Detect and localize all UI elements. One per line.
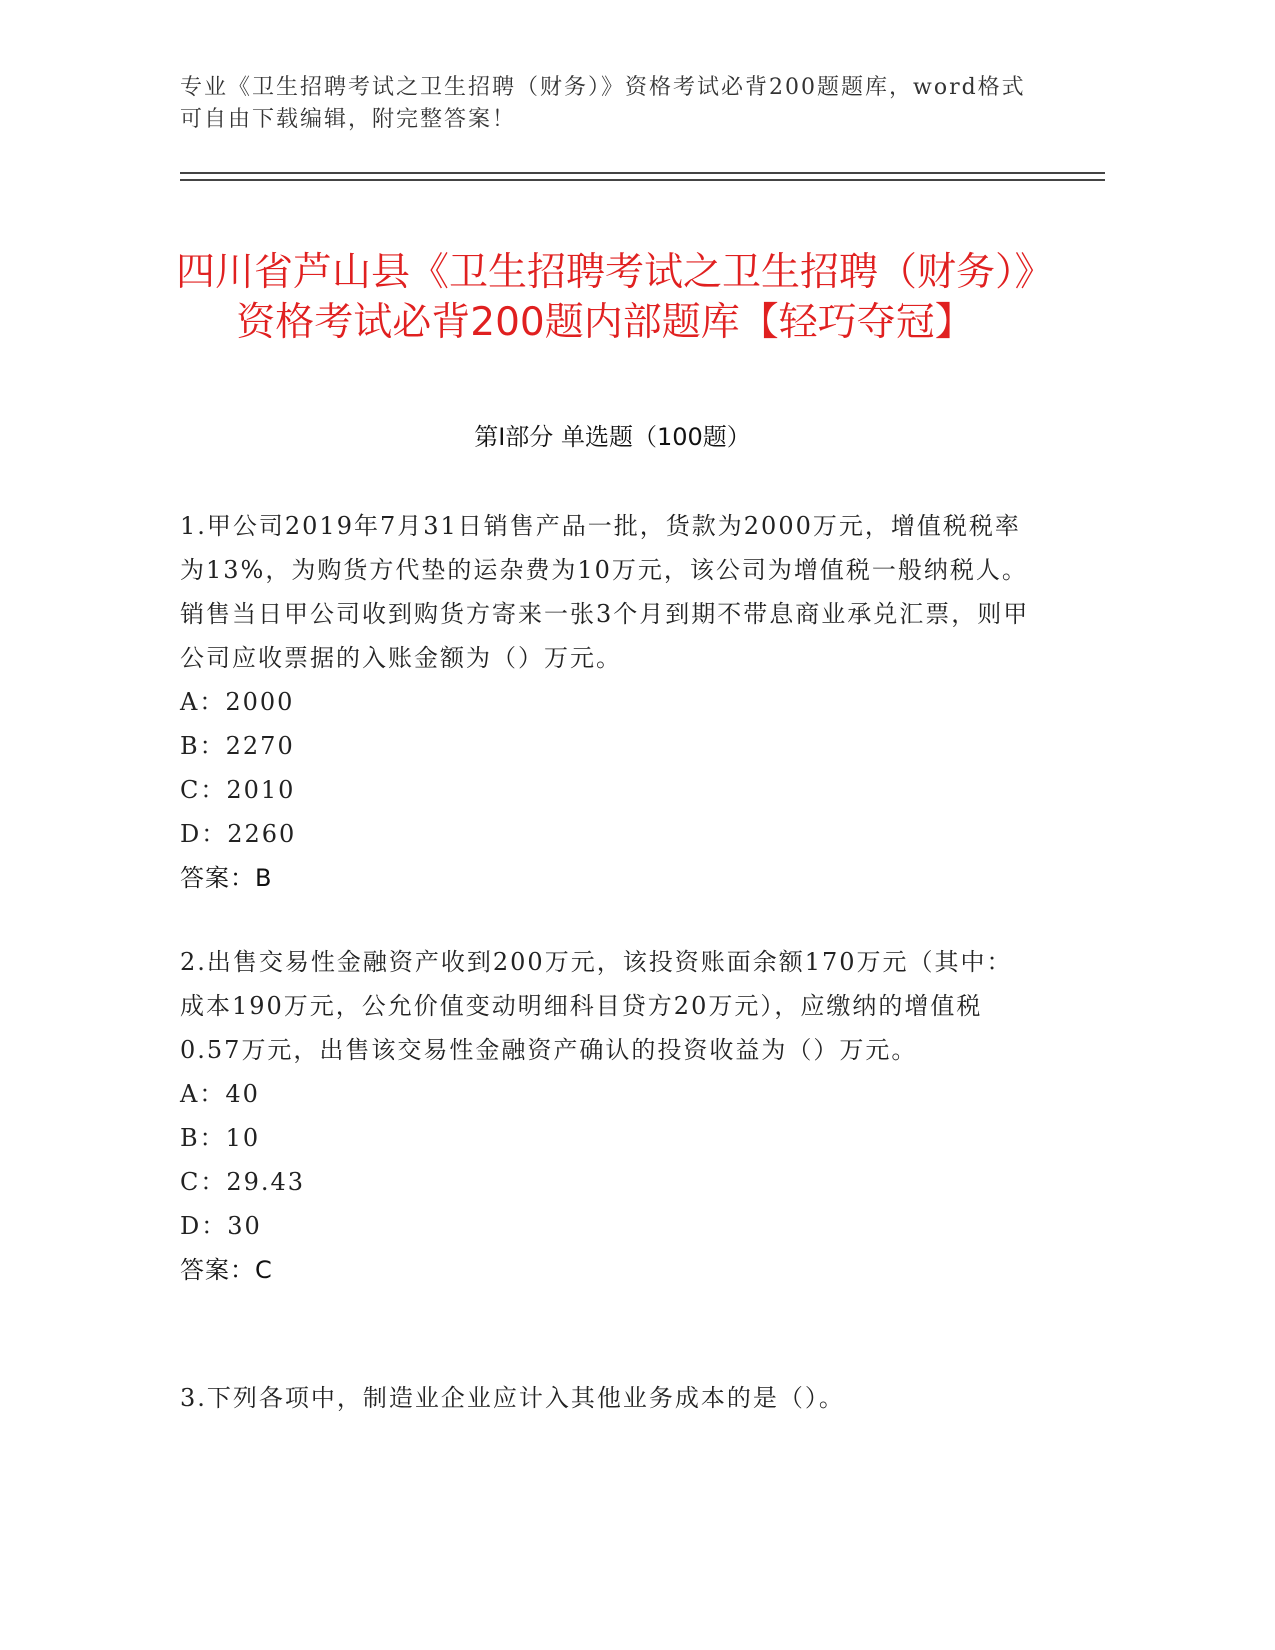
option-b: B：10	[180, 1124, 261, 1152]
section-heading: 第I部分 单选题（100题）	[474, 423, 751, 451]
question-item	[180, 504, 1030, 900]
question-stem: 2.出售交易性金融资产收到200万元，该投资账面余额170万元（其中：成本190万元，公允价值变动明细科目贷方20万元），应缴纳的增值税0.57万元，出售该交易性金融资产确认的投资收益为（）万元。	[180, 948, 1013, 1064]
question-item	[180, 940, 1030, 1292]
question-stem: 3.下列各项中，制造业企业应计入其他业务成本的是（）。	[180, 1384, 845, 1412]
header-note: 专业《卫生招聘考试之卫生招聘（财务）》资格考试必背200题题库，word格式可自由下载编辑，附完整答案！	[180, 75, 1026, 132]
answer-line: 答案：C	[180, 1256, 273, 1284]
option-c: C：2010	[180, 776, 296, 804]
header-divider-top	[180, 172, 1105, 174]
option-a: A：40	[180, 1080, 260, 1108]
answer-line: 答案：B	[180, 864, 273, 892]
question-item	[180, 1376, 1030, 1420]
document-title: 四川省芦山县《卫生招聘考试之卫生招聘（财务）》资格考试必背200题内部题库【轻巧夺冠】	[175, 250, 1034, 346]
header-divider-bottom	[180, 179, 1105, 181]
option-b: B：2270	[180, 732, 295, 760]
option-c: C：29.43	[180, 1168, 306, 1196]
option-a: A：2000	[180, 688, 295, 716]
option-d: D：2260	[180, 820, 297, 848]
option-d: D：30	[180, 1212, 262, 1240]
question-stem: 1.甲公司2019年7月31日销售产品一批，货款为2000万元，增值税税率为13%，为购货方代垫的运杂费为10万元，该公司为增值税一般纳税人。销售当日甲公司收到购货方寄来一张3个月到期不带息商业承兑汇票，则甲公司应收票据的入账金额为（）万元。	[180, 512, 1030, 672]
